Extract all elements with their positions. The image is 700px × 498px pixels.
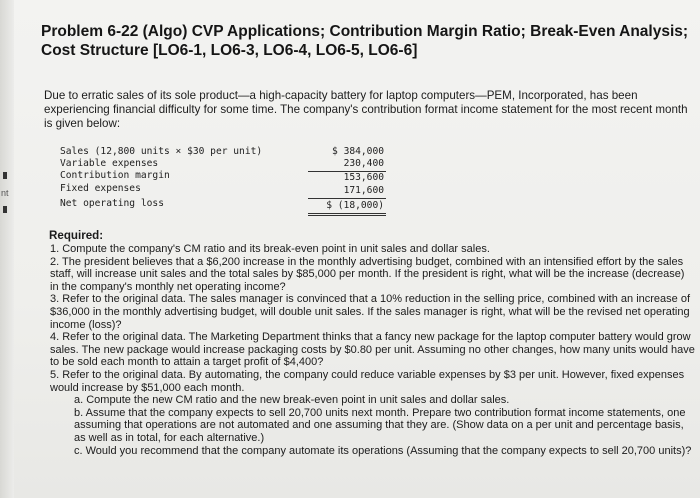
- statement-value-sales: $ 384,000: [332, 146, 384, 157]
- statement-label-sales: Sales (12,800 units × $30 per unit): [60, 146, 263, 157]
- required-item-5a: a. Compute the new CM ratio and the new break-even point in unit sales and dollar sales.: [74, 394, 510, 407]
- required-list: [50, 243, 695, 457]
- statement-value-variable: 230,400: [343, 158, 384, 169]
- statement-value-fixed: 171,600: [343, 185, 384, 196]
- statement-label-noi: Net operating loss: [60, 198, 164, 209]
- required-item-5b: b. Assume that the company expects to sell 20,700 units next month. Prepare two contribution format income statements, one assuming that operations are not automated and one assuming that they are. (Show data on a per unit and percentage basis, as well as in total, for each alternative.): [74, 406, 686, 444]
- problem-intro: Due to erratic sales of its sole product—a high-capacity battery for laptop computers—PEM, Incorporated, has been experiencing financial difficulty for some time. The company's contribution format income statement for the most recent month is given below:: [44, 89, 688, 130]
- income-statement: [60, 146, 390, 218]
- required-heading: Required:: [49, 229, 104, 242]
- required-item-5: 5. Refer to the original data. By automating, the company could reduce variable expenses by $3 per unit. However, fixed expenses would increase by $51,000 each month.: [50, 368, 685, 394]
- statement-label-variable: Variable expenses: [60, 158, 159, 169]
- margin-marker: [3, 172, 7, 179]
- required-item-2: 2. The president believes that a $6,200 increase in the monthly advertising budget, combined with an intensified effort by the sales staff, will increase unit sales and the total sales by $85,000 per month. If the president is right, what will be the increase (decrease) in the company's monthly net operating income?: [50, 255, 685, 293]
- statement-label-cm: Contribution margin: [60, 170, 170, 181]
- margin-text: nt: [1, 188, 9, 198]
- required-item-4: 4. Refer to the original data. The Marketing Department thinks that a fancy new package for the laptop computer battery would grow sales. The new package would increase packaging costs by $0.80 per unit. Assuming no other changes, how many units would have to be sold each month to attain a target profit of $4,400?: [50, 331, 695, 369]
- statement-double-underline: [308, 215, 386, 216]
- problem-title: Problem 6-22 (Algo) CVP Applications; Contribution Margin Ratio; Break-Even Analysis; Cost Structure [LO6-1, LO6-3, LO6-4, LO6-5, LO6-6]: [41, 23, 689, 59]
- statement-value-noi: $ (18,000): [326, 200, 384, 211]
- required-item-3: 3. Refer to the original data. The sales manager is convinced that a 10% reduction in the selling price, combined with an increase of $36,000 in the monthly advertising budget, will double unit sales. If the sales manager is right, what will be the revised net operating income (loss)?: [50, 293, 690, 331]
- statement-underline: [308, 198, 386, 199]
- required-item-1: 1. Compute the company's CM ratio and its break-even point in unit sales and dollar sales.: [50, 243, 490, 255]
- statement-double-underline: [308, 213, 386, 214]
- statement-value-cm: 153,600: [343, 172, 384, 183]
- statement-label-fixed: Fixed expenses: [60, 183, 141, 194]
- margin-marker: [3, 206, 7, 213]
- required-item-5c: c. Would you recommend that the company automate its operations (Assuming that the company expects to sell 20,700 units)?: [74, 444, 692, 457]
- left-margin-strip: [0, 0, 14, 498]
